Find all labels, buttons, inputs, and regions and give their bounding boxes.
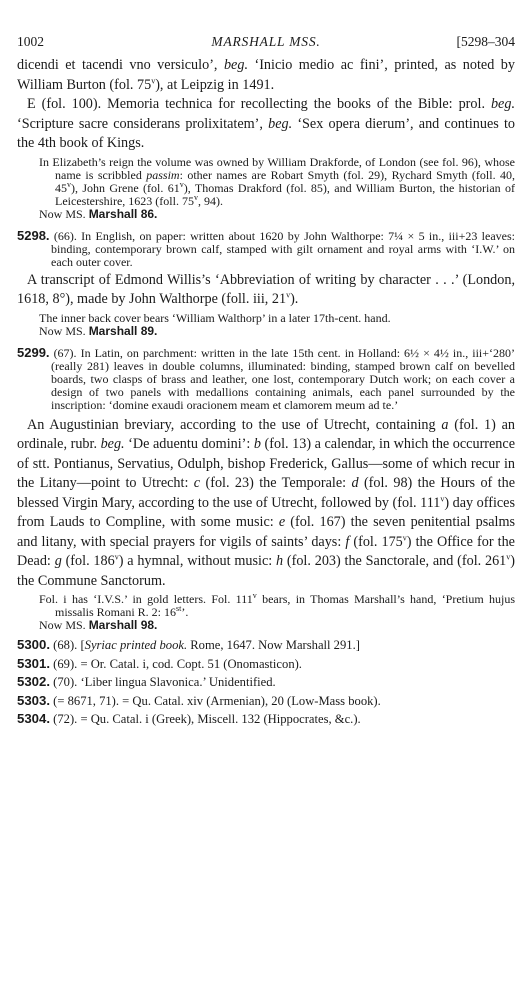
entry-5300: 5300. (68). [Syriac printed book. Rome, 1647. Now Marshall 291.] xyxy=(17,637,360,652)
provenance-note-86: In Elizabeth’s reign the volume was owned by William Drakforde, of London (see fol. 96), whose name is scribbled passim: other names are Robart Smyth (fol. 29), Rychard Smyth (foll. 40, 45$^v$), John Grene (fol. 61$^v$), Thomas Drakford (fol. 85), and William Burton, the historian of Leicestershire, 1623 (foll. 75$^v$, 94). xyxy=(39,154,516,208)
entry-5298: 5298. (66). In English, on paper: written about 1620 by John Walthorpe: 7¼ × 5 in., iii+23 leaves: binding, contemporary brown calf, stamped with gilt ornament and royal arms with ‘I.W.’ on each outer cover. xyxy=(17,227,515,269)
provenance-note-98: Fol. i has ‘I.V.S.’ in gold letters. Fol. 111$^v$ bears, in Thomas Marshall’s hand, ‘Pretium hujus missalis Romani R. 2: 16st’. xyxy=(39,591,515,619)
running-header xyxy=(17,34,515,56)
entry-number: 5299. xyxy=(17,344,50,360)
paragraph-incipit-continuation: dicendi et tacendi vno versiculo’, beg. ‘Inicio medio ac fini’, printed, as noted by William Burton (fol. 75$^v$), at Leipzig in 1491. xyxy=(17,57,515,93)
entry-5304: 5304. (72). = Qu. Catal. i (Greek), Miscell. 132 (Hippocrates, &c.). xyxy=(17,711,361,726)
paragraph-augustinian-breviary: An Augustinian breviary, according to the use of Utrecht, containing a (fol. 1) an ordinale, rubr. beg. ‘De aduentu domini’: b (fol. 13) a calendar, in which the occurrence of stt. Pontianus, Servatius, Odulph, bishop Frederick, Gallus—some of which recur in the Litany—point to Utrecht: c (fol. 23) the Temporale: d (fol. 98) the Hours of the blessed Virgin Mary, according to the use of Utrecht, followed by (fol. 111$^v$) day offices from Lauds to Compline, with some music: e (fol. 167) the seven penitential psalms and litany, with special prayers for vigils of saints’ days: f (fol. 175$^v$) the Office for the Dead: g (fol. 186$^v$) a hymnal, without music: h (fol. 203) the Sanctorale, and (fol. 261$^v$) the Commune Sanctorum. xyxy=(17,416,516,589)
paragraph-willis-transcript: A transcript of Edmond Willis’s ‘Abbreviation of writing by character . . .’ (London, 1618, 8°), made by John Walthorpe (foll. iii, 21$^v$). xyxy=(17,271,515,307)
entry-5299: 5299. (67). In Latin, on parchment: written in the late 15th cent. in Holland: 6½ × 4½ in., iii+‘280’ (really 281) leaves in double columns, illuminated: binding, stamped brown calf on bevelled boards, two clasps of brass and leather, one lost, contemporary Dutch work; on each cover a design of two panels with medallions containing animals, each panel surrounded by the inscription: ‘domine exaudi oracionem meam et clamorem meum ad te.’ xyxy=(17,344,515,412)
entry-number: 5303. xyxy=(17,692,51,708)
entry-5301: 5301. (69). = Or. Catal. i, cod. Copt. 51 (Onomasticon). xyxy=(17,655,302,671)
entry-5302: 5302. (70). ‘Liber lingua Slavonica.’ Unidentified. xyxy=(17,674,276,689)
provenance-note-89: The inner back cover bears ‘William Walthorp’ in a later 17th-cent. hand. xyxy=(39,310,391,325)
entry-number: 5304. xyxy=(17,711,51,726)
shelfmark-89: Now MS. Marshall 89. xyxy=(39,323,158,338)
running-title: MARSHALL MSS. xyxy=(211,34,321,49)
entry-number: 5300. xyxy=(17,637,51,652)
entry-5303: 5303. (= 8671, 71). = Qu. Catal. xiv (Armenian), 20 (Low-Mass book). xyxy=(17,692,381,708)
shelfmark-98: Now MS. Marshall 98. xyxy=(39,618,158,632)
entry-number: 5298. xyxy=(17,227,50,243)
page-number: 1002 xyxy=(17,34,44,49)
entry-range: [5298–304 xyxy=(456,34,515,49)
entry-number: 5301. xyxy=(17,655,51,671)
entry-number: 5302. xyxy=(17,674,51,689)
catalogue-page xyxy=(17,34,515,729)
shelfmark-86: Now MS. Marshall 86. xyxy=(39,206,158,221)
paragraph-memoria-technica: E (fol. 100). Memoria technica for recollecting the books of the Bible: prol. beg. ‘Scripture sacre considerans prolixitatem’, beg. ‘Sex opera dierum’, and continues to the 4th book of Kings. xyxy=(17,96,515,151)
